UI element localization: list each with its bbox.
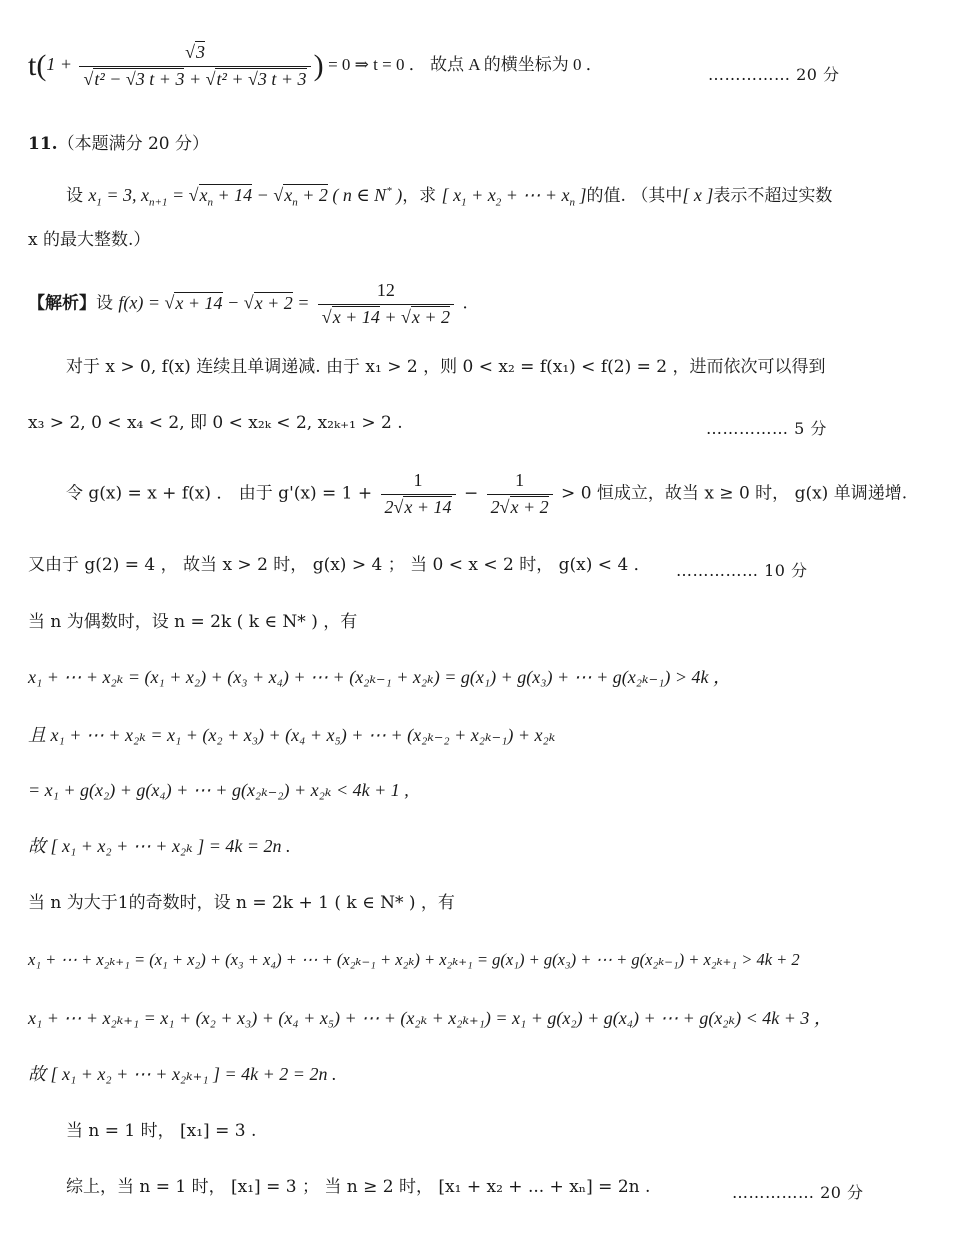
sequence-definition: $x_1 = 3$, $x_{n+1} = √x_n + 14 - √x_n + 2$ ( n ∈ N* ) xyxy=(88,185,403,209)
odd-eq1: x₁ + ⋯ + x₂ₖ₊₁ = (x₁ + x₂) + (x₃ + x₄) + ⋯ + (x₂ₖ₋₁ + x₂ₖ) + x₂ₖ₊₁ = g(x₁) + g(x₃) + ⋯ + g(x₂ₖ₋₁) + x₂ₖ₊₁ > 4k + 2 xyxy=(28,950,800,969)
even-eq2: 且 x₁ + ⋯ + x₂ₖ = x₁ + (x₂ + x₃) + (x₄ + x₅) + ⋯ + (x₂ₖ₋₂ + x₂ₖ₋₁) + x₂ₖ xyxy=(28,725,556,745)
score-top: …………… 20 分 xyxy=(708,65,840,84)
n1-case: 当 n = 1 时， [x₁] = 3 . xyxy=(66,1121,257,1141)
sqrt3-fraction: $\frac{√3}{\text{√t² − √3 t + 3 + √t² + √3 t + 3}}$ xyxy=(79,42,310,90)
para1-line1: 对于 x > 0, f(x) 连续且单调递减. 由于 x₁ > 2 ，则 0 < x₂ = f(x₁) < f(2) = 2 ，进而依次可以得到 xyxy=(66,357,826,377)
odd-eq2: x₁ + ⋯ + x₂ₖ₊₁ = x₁ + (x₂ + x₃) + (x₄ + x₅) + ⋯ + (x₂ₖ + x₂ₖ₊₁) = x₁ + g(x₂) + g(x₄) + ⋯ + g(x₂ₖ) < 4k + 3 ， xyxy=(28,1008,832,1028)
odd-case: 当 n 为大于1的奇数时，设 n = 2k + 1 ( k ∈ N* ) ，有 xyxy=(28,893,455,913)
problem-points: （本题满分 20 分） xyxy=(57,134,210,154)
solution-label: 【解析】 xyxy=(28,293,96,314)
even-case: 当 n 为偶数时，设 n = 2k ( k ∈ N* ) ，有 xyxy=(28,612,358,632)
problem-statement-line1: 设 $x_1 = 3$, $x_{n+1} = √x_n + 14 - √x_n + 2$ ( n ∈ N* )，求 [ $x_1 + x_2$ + ⋯ + $x_n$ ]的值. （其中[ x ]表示不超过实数 xyxy=(66,185,833,209)
para3: 又由于 g(2) = 4 ， 故当 x > 2 时， g(x) > 4 ； 当 0 < x < 2 时， g(x) < 4 ． xyxy=(28,555,651,575)
top-conclusion: = 0 ⇒ t = 0 ． 故点 A 的横坐标为 0 ． xyxy=(328,55,603,75)
top-equation: t(1 + $\frac{√3}{\text{√t² − √3 t + 3 + √t² + √3 t + 3}}$ ) = 0 ⇒ t = 0 ． 故点 A 的横坐标为 0 ． xyxy=(28,42,603,89)
even-result: 故 [ x₁ + x₂ + ⋯ + x₂ₖ ] = 4k = 2n . xyxy=(28,836,291,856)
even-eq3: = x₁ + g(x₂) + g(x₄) + ⋯ + g(x₂ₖ₋₂) + x₂ₖ < 4k + 1 , xyxy=(28,780,409,800)
summary: 综上，当 n = 1 时， [x₁] = 3 ； 当 n ≥ 2 时， [x₁ + x₂ + ... + xₙ] = 2n . xyxy=(66,1177,651,1197)
para1-line2: x₃ > 2, 0 < x₄ < 2, 即 0 < x₂ₖ < 2, x₂ₖ₊₁ > 2 . xyxy=(28,413,403,433)
problem-number: 11. xyxy=(28,134,58,154)
problem-header xyxy=(28,134,209,154)
score-5: …………… 5 分 xyxy=(706,419,827,438)
gprime-frac1: $\frac{1}{2√x + 14}$ xyxy=(381,470,456,518)
even-eq1: x₁ + ⋯ + x₂ₖ = (x₁ + x₂) + (x₃ + x₄) + ⋯ + (x₂ₖ₋₁ + x₂ₖ) = g(x₁) + g(x₃) + ⋯ + g(x₂ₖ₋₁) > 4k ， xyxy=(28,667,731,687)
gprime-frac2: $\frac{1}{2√x + 2}$ xyxy=(487,470,553,518)
para2: 令 g(x) = x + f(x) ． 由于 g'(x) = 1 + $\frac{1}{2√x + 14}$ − $\frac{1}{2√x + 2}$ > 0 恒成立，故当 x ≥ 0 时， g(x) 单调递增. xyxy=(66,470,908,517)
floor-sum: [ $x_1 + x_2$ + ⋯ + $x_n$ ] xyxy=(441,185,587,209)
f-fraction: $\frac{12}{√x + 14 + √x + 2}$ xyxy=(318,280,454,328)
score-10: …………… 10 分 xyxy=(676,561,808,580)
solution-define-f: 【解析】设 f(x) = √x + 14 − √x + 2 = $\frac{12}{√x + 14 + √x + 2}$ . xyxy=(28,280,468,327)
score-20: …………… 20 分 xyxy=(732,1183,864,1202)
problem-statement-line2: x 的最大整数.） xyxy=(28,230,151,250)
odd-result: 故 [ x₁ + x₂ + ⋯ + x₂ₖ₊₁ ] = 4k + 2 = 2n . xyxy=(28,1064,337,1084)
